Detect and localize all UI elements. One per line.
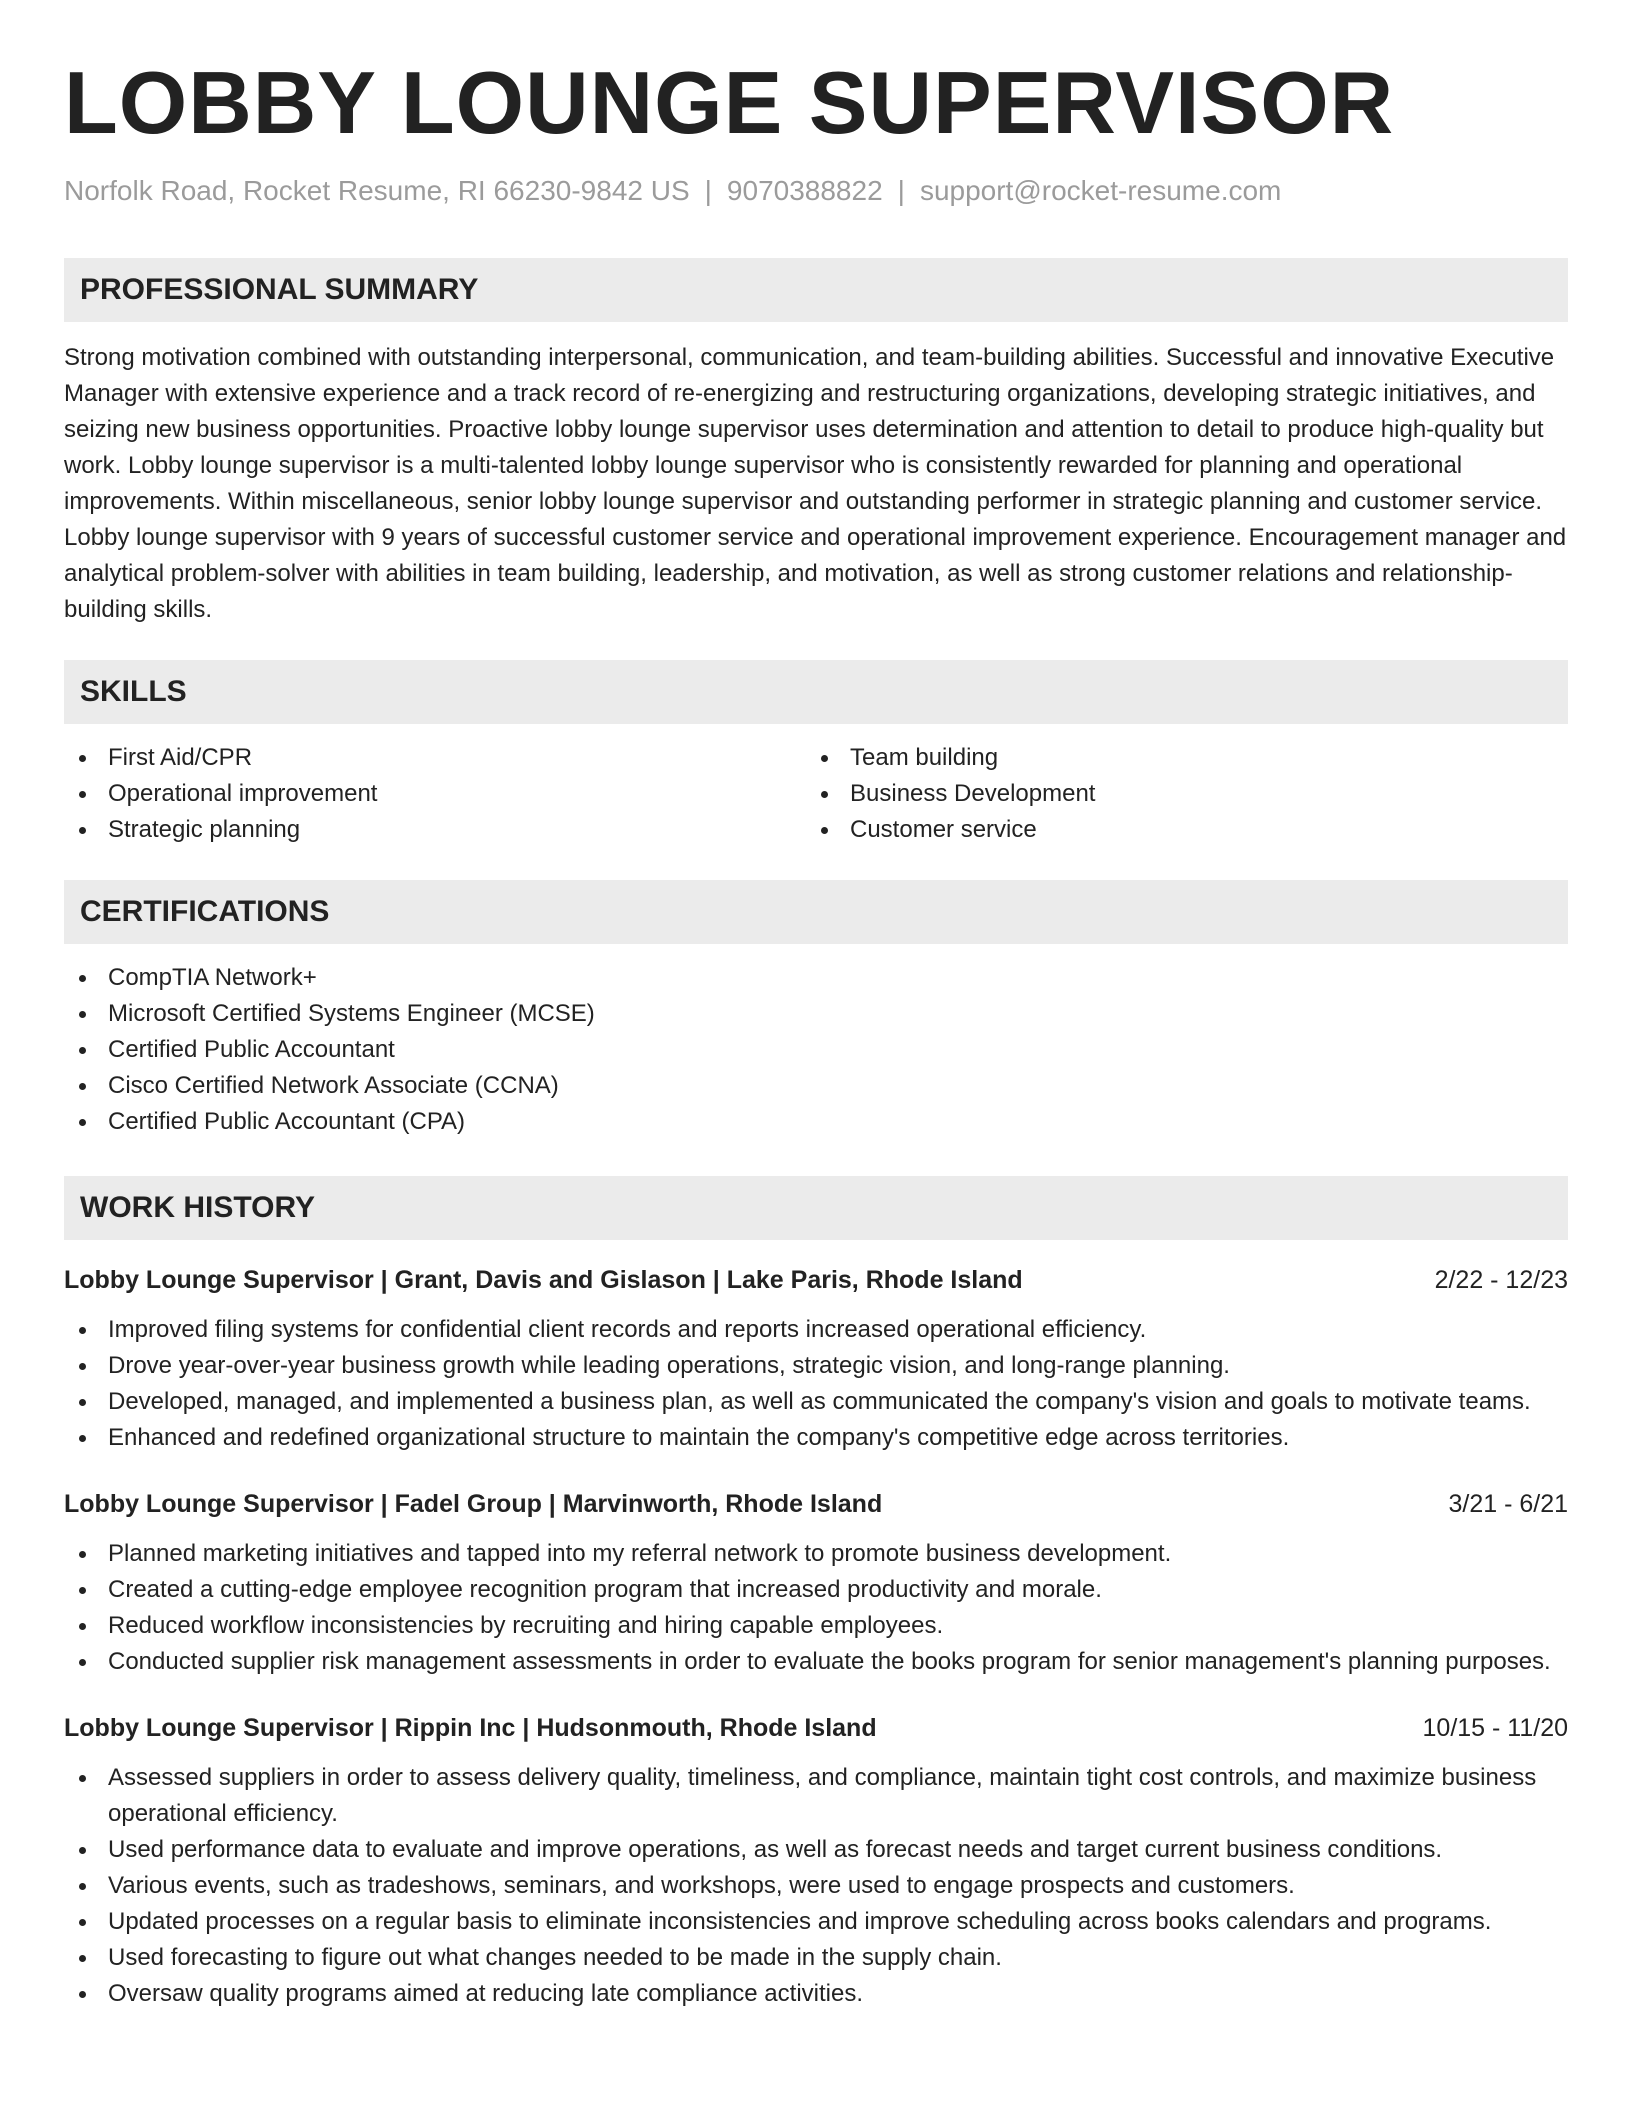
skills-right-column	[806, 740, 1548, 848]
job-header	[64, 1486, 1568, 1522]
skills-left-column	[64, 740, 806, 848]
separator: |	[897, 175, 905, 206]
job-bullet: Updated processes on a regular basis to eliminate inconsistencies and improve scheduling across books calendars and programs.	[64, 1904, 1568, 1940]
job-bullets	[64, 1312, 1568, 1456]
phone: 9070388822	[726, 175, 883, 206]
certifications-list	[64, 960, 1568, 1140]
certification-item: Cisco Certified Network Associate (CCNA)	[64, 1068, 1568, 1104]
skills-list	[64, 740, 1568, 848]
email: support@rocket-resume.com	[919, 175, 1282, 206]
job-entry	[64, 1262, 1568, 1456]
job-bullet: Enhanced and redefined organizational structure to maintain the company's competitive edge across territories.	[64, 1420, 1568, 1456]
summary-text: Strong motivation combined with outstanding interpersonal, communication, and team-building abilities. Successful and innovative Executive Manager with extensive experience and a track record of re-energizing and restructuring organizations, developing strategic initiatives, and seizing new business opportunities. Proactive lobby lounge supervisor uses determination and attention to detail to produce high-quality but work. Lobby lounge supervisor is a multi-talented lobby lounge supervisor who is consistently rewarded for planning and operational improvements. Within miscellaneous, senior lobby lounge supervisor and outstanding performer in strategic planning and customer service. Lobby lounge supervisor with 9 years of successful customer service and operational improvement experience. Encouragement manager and analytical problem-solver with abilities in team building, leadership, and motivation, as well as strong customer relations and relationship-building skills.	[64, 344, 1567, 623]
job-bullet: Used forecasting to figure out what changes needed to be made in the supply chain.	[64, 1940, 1568, 1976]
candidate-name: LOBBY LOUNGE SUPERVISOR	[64, 53, 1395, 152]
job-bullets	[64, 1760, 1568, 2012]
certification-item: Certified Public Accountant (CPA)	[64, 1104, 1568, 1140]
job-dates: 2/22 - 12/23	[1434, 1266, 1568, 1294]
job-header	[64, 1710, 1568, 1746]
certification-item: Microsoft Certified Systems Engineer (MCSE)	[64, 996, 1568, 1032]
certification-item: CompTIA Network+	[64, 960, 1568, 996]
job-bullet: Planned marketing initiatives and tapped into my referral network to promote business development.	[64, 1536, 1568, 1572]
skills-heading: SKILLS	[64, 660, 1568, 724]
job-bullet: Assessed suppliers in order to assess delivery quality, timeliness, and compliance, maintain tight cost controls, and maximize business operational efficiency.	[64, 1760, 1568, 1832]
job-bullet: Developed, managed, and implemented a business plan, as well as communicated the company's vision and goals to motivate teams.	[64, 1384, 1568, 1420]
job-entry	[64, 1486, 1568, 1680]
skill-item: Team building	[806, 740, 1548, 776]
job-bullet: Reduced workflow inconsistencies by recruiting and hiring capable employees.	[64, 1608, 1568, 1644]
contact-line	[64, 174, 1568, 208]
job-bullets	[64, 1536, 1568, 1680]
job-bullet: Created a cutting-edge employee recognition program that increased productivity and morale.	[64, 1572, 1568, 1608]
job-title: Lobby Lounge Supervisor | Grant, Davis and Gislason | Lake Paris, Rhode Island	[64, 1266, 1023, 1294]
job-bullet: Oversaw quality programs aimed at reducing late compliance activities.	[64, 1976, 1568, 2012]
certification-item: Certified Public Accountant	[64, 1032, 1568, 1068]
address: Norfolk Road, Rocket Resume, RI 66230-9842 US	[64, 175, 690, 206]
skill-item: Customer service	[806, 812, 1548, 848]
certifications-heading: CERTIFICATIONS	[64, 880, 1568, 944]
skill-item: Operational improvement	[64, 776, 806, 812]
job-bullet: Various events, such as tradeshows, seminars, and workshops, were used to engage prospects and customers.	[64, 1868, 1568, 1904]
work-history-heading: WORK HISTORY	[64, 1176, 1568, 1240]
skill-item: Strategic planning	[64, 812, 806, 848]
job-bullet: Used performance data to evaluate and improve operations, as well as forecast needs and target current business conditions.	[64, 1832, 1568, 1868]
job-bullet: Improved filing systems for confidential client records and reports increased operational efficiency.	[64, 1312, 1568, 1348]
job-bullet: Drove year-over-year business growth while leading operations, strategic vision, and long-range planning.	[64, 1348, 1568, 1384]
skill-item: Business Development	[806, 776, 1548, 812]
separator: |	[704, 175, 712, 206]
summary-heading: PROFESSIONAL SUMMARY	[64, 258, 1568, 322]
job-entry	[64, 1710, 1568, 2012]
job-dates: 10/15 - 11/20	[1422, 1714, 1568, 1742]
job-dates: 3/21 - 6/21	[1448, 1490, 1568, 1518]
skill-item: First Aid/CPR	[64, 740, 806, 776]
job-title: Lobby Lounge Supervisor | Rippin Inc | Hudsonmouth, Rhode Island	[64, 1714, 877, 1742]
job-title: Lobby Lounge Supervisor | Fadel Group | Marvinworth, Rhode Island	[64, 1490, 883, 1518]
job-bullet: Conducted supplier risk management assessments in order to evaluate the books program for senior management's planning purposes.	[64, 1644, 1568, 1680]
job-header	[64, 1262, 1568, 1298]
